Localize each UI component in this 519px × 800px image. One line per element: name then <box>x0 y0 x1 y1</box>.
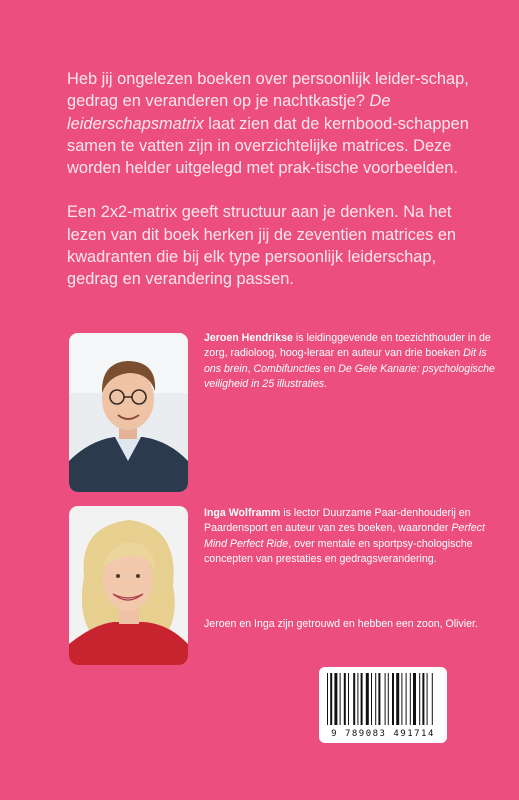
barcode-bar <box>396 673 399 725</box>
barcode-digits: 9 789083 491714 <box>331 729 435 739</box>
author-name: Inga Wolframm <box>204 507 281 519</box>
barcode-bar <box>357 673 358 725</box>
author-bio-inga: Inga Wolframm is lector Duurzame Paar-denhouderij en Paardensport en auteur van zes boeken, waaronder Perfect Mind Perfect Ride, over mentale en sportpsy-chologische concepten van prestaties en gedragsverandering. <box>204 507 485 566</box>
barcode-bars <box>327 673 439 725</box>
book-title: De leiderschapsmatrix <box>67 92 391 133</box>
barcode-bar <box>385 673 386 725</box>
barcode-bar <box>410 673 411 725</box>
barcode-bar <box>340 673 341 725</box>
barcode-bar <box>388 673 389 725</box>
barcode-bar <box>427 673 428 725</box>
author-photo-jeroen <box>69 333 188 492</box>
intro-text <box>67 68 487 291</box>
barcode-bar <box>344 673 346 725</box>
barcode-bar <box>327 673 328 725</box>
barcode-bar <box>353 673 355 725</box>
isbn-barcode <box>319 667 447 743</box>
author-name: Jeroen Hendrikse <box>204 332 293 344</box>
barcode-bar <box>392 673 394 725</box>
barcode-bar <box>406 673 407 725</box>
barcode-bar <box>366 673 369 725</box>
closing-text: Jeroen en Inga zijn getrouwd en hebben een zoon, Olivier. <box>204 618 478 630</box>
barcode-bar <box>334 673 337 725</box>
author-bio-jeroen: Jeroen Hendrikse is leidinggevende en toezichthouder in de zorg, radioloog, hoog-leraar en auteur van drie boeken Dit is ons brein, Combifuncties en De Gele Kanarie: psychologische veiligheid in 25 illustraties. <box>204 332 495 391</box>
barcode-bar <box>419 673 420 725</box>
author-photo-inga <box>69 506 188 665</box>
barcode-bar <box>413 673 416 725</box>
barcode-bar <box>378 673 380 725</box>
barcode-bar <box>348 673 349 725</box>
barcode-bar <box>375 673 376 725</box>
intro-paragraph-2: Een 2x2-matrix geeft structuur aan je denken. Na het lezen van dit boek herken jij de zeventien matrices en kwadranten die bij elk type persoonlijk leiderschap, gedrag en verandering passen. <box>67 203 457 289</box>
barcode-bar <box>361 673 363 725</box>
barcode-bar <box>432 673 433 725</box>
intro-paragraph-1: Heb jij ongelezen boeken over persoonlijk leider-schap, gedrag en veranderen op je nachtkastje? De leiderschapsmatrix laat zien dat de kernbood-schappen samen te vatten zijn in overzichtelijke matrices. Deze worden helder uitgelegd met prak-tische voorbeelden. <box>67 70 469 178</box>
barcode-bar <box>401 673 402 725</box>
barcode-bar <box>371 673 372 725</box>
barcode-bar <box>422 673 424 725</box>
barcode-bar <box>330 673 332 725</box>
